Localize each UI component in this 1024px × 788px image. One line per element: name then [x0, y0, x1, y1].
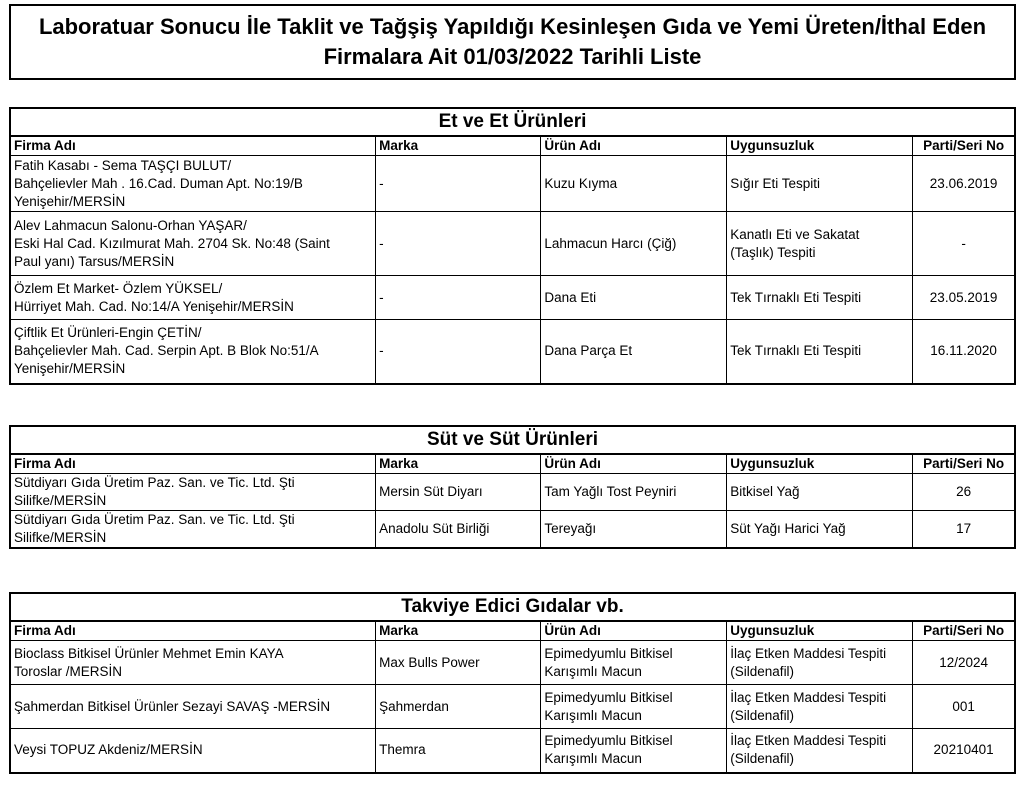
section-table [9, 107, 1016, 385]
column-header: Parti/Seri No [913, 454, 1015, 474]
cell-marka: - [376, 156, 541, 212]
cell-line: Yenişehir/MERSİN [14, 361, 126, 377]
cell-line: Kuzu Kıyma [544, 175, 618, 191]
cell-uygunsuzluk [727, 320, 913, 384]
cell-line: Şahmerdan Bitkisel Ürünler Sezayi SAVAŞ -MERSİN [14, 698, 331, 714]
cell-uygunsuzluk [727, 511, 913, 549]
cell-line: Epimedyumlu Bitkisel [544, 689, 673, 705]
table-row [10, 641, 1015, 685]
cell-line: Karışımlı Macun [544, 707, 642, 723]
cell-urun [541, 641, 727, 685]
cell-marka: - [376, 212, 541, 276]
cell-line: Tek Tırnaklı Eti Tespiti [730, 343, 862, 359]
cell-marka: Max Bulls Power [376, 641, 541, 685]
cell-line: Karışımlı Macun [544, 663, 642, 679]
section-header-row [10, 108, 1015, 136]
cell-firma [10, 641, 376, 685]
cell-marka: - [376, 276, 541, 320]
cell-parti: 001 [913, 685, 1015, 729]
cell-firma [10, 212, 376, 276]
cell-urun [541, 320, 727, 384]
column-header: Ürün Adı [541, 621, 727, 641]
section-header-row [10, 593, 1015, 621]
cell-uygunsuzluk [727, 212, 913, 276]
section-title: Et ve Et Ürünleri [10, 108, 1015, 136]
cell-urun [541, 511, 727, 549]
cell-line: Epimedyumlu Bitkisel [544, 645, 673, 661]
cell-line: (Sildenafil) [730, 751, 795, 767]
cell-marka: Mersin Süt Diyarı [376, 474, 541, 511]
cell-marka: Themra [376, 729, 541, 773]
column-header: Marka [376, 136, 541, 156]
table-row [10, 511, 1015, 549]
section-header-row [10, 426, 1015, 454]
cell-urun [541, 474, 727, 511]
cell-urun [541, 685, 727, 729]
cell-line: Toroslar /MERSİN [14, 663, 123, 679]
cell-uygunsuzluk [727, 641, 913, 685]
cell-line: Lahmacun Harcı (Çiğ) [544, 235, 677, 251]
cell-parti: - [913, 212, 1015, 276]
column-header: Ürün Adı [541, 136, 727, 156]
document-title: Laboratuar Sonucu İle Taklit ve Tağşiş Yapıldığı Kesinleşen Gıda ve Yemi Üreten/İthal Eden Firmalara Ait 01/03/2022 Tarihli Liste [38, 14, 987, 69]
table-row [10, 474, 1015, 511]
table-row [10, 276, 1015, 320]
cell-parti: 16.11.2020 [913, 320, 1015, 384]
cell-firma [10, 156, 376, 212]
cell-firma [10, 276, 376, 320]
cell-firma [10, 511, 376, 549]
table-row [10, 212, 1015, 276]
column-header: Firma Adı [10, 621, 376, 641]
cell-firma [10, 320, 376, 384]
cell-uygunsuzluk [727, 474, 913, 511]
column-header: Uygunsuzluk [727, 621, 913, 641]
cell-line: Epimedyumlu Bitkisel [544, 733, 673, 749]
cell-uygunsuzluk [727, 276, 913, 320]
column-header: Parti/Seri No [913, 621, 1015, 641]
cell-line: Kanatlı Eti ve Sakatat [730, 226, 860, 242]
cell-parti: 23.06.2019 [913, 156, 1015, 212]
column-header: Firma Adı [10, 136, 376, 156]
cell-line: Dana Parça Et [544, 343, 633, 359]
cell-line: Silifke/MERSİN [14, 493, 107, 508]
cell-line: Karışımlı Macun [544, 751, 642, 767]
column-header: Marka [376, 454, 541, 474]
cell-line: İlaç Etken Maddesi Tespiti [730, 689, 887, 705]
cell-line: Tek Tırnaklı Eti Tespiti [730, 289, 862, 305]
cell-line: Dana Eti [544, 289, 597, 305]
cell-line: Sığır Eti Tespiti [730, 175, 821, 191]
cell-line: Hürriyet Mah. Cad. No:14/A Yenişehir/MERSİN [14, 298, 294, 314]
section-title: Süt ve Süt Ürünleri [10, 426, 1015, 454]
cell-parti: 12/2024 [913, 641, 1015, 685]
section-table [9, 425, 1016, 549]
cell-parti: 17 [913, 511, 1015, 549]
cell-marka: Anadolu Süt Birliği [376, 511, 541, 549]
column-header-row [10, 454, 1015, 474]
section-table [9, 592, 1016, 774]
cell-uygunsuzluk [727, 156, 913, 212]
cell-line: Özlem Et Market- Özlem YÜKSEL/ [14, 280, 223, 296]
column-header: Marka [376, 621, 541, 641]
column-header: Uygunsuzluk [727, 454, 913, 474]
cell-line: Paul yanı) Tarsus/MERSİN [14, 253, 175, 269]
section-title: Takviye Edici Gıdalar vb. [10, 593, 1015, 621]
cell-parti: 26 [913, 474, 1015, 511]
cell-line: Bitkisel Yağ [730, 484, 800, 499]
column-header: Parti/Seri No [913, 136, 1015, 156]
cell-line: Bioclass Bitkisel Ürünler Mehmet Emin KAYA [14, 645, 284, 661]
column-header-row [10, 136, 1015, 156]
cell-line: Alev Lahmacun Salonu-Orhan YAŞAR/ [14, 217, 247, 233]
cell-urun [541, 729, 727, 773]
cell-urun [541, 276, 727, 320]
cell-line: Fatih Kasabı - Sema TAŞÇI BULUT/ [14, 157, 232, 173]
table-row [10, 320, 1015, 384]
table-row [10, 729, 1015, 773]
cell-line: Sütdiyarı Gıda Üretim Paz. San. ve Tic. Ltd. Şti [14, 512, 295, 527]
table-row [10, 685, 1015, 729]
column-header: Ürün Adı [541, 454, 727, 474]
cell-urun [541, 156, 727, 212]
cell-marka: Şahmerdan [376, 685, 541, 729]
cell-line: Süt Yağı Harici Yağ [730, 521, 846, 536]
table-row [10, 156, 1015, 212]
cell-line: Sütdiyarı Gıda Üretim Paz. San. ve Tic. Ltd. Şti [14, 475, 295, 490]
cell-line: (Sildenafil) [730, 663, 795, 679]
cell-line: Yenişehir/MERSİN [14, 193, 126, 209]
cell-firma [10, 685, 376, 729]
cell-line: İlaç Etken Maddesi Tespiti [730, 733, 887, 749]
cell-line: İlaç Etken Maddesi Tespiti [730, 645, 887, 661]
cell-line: Bahçelievler Mah . 16.Cad. Duman Apt. No:19/B [14, 175, 303, 191]
cell-line: Veysi TOPUZ Akdeniz/MERSİN [14, 742, 203, 758]
cell-uygunsuzluk [727, 685, 913, 729]
cell-line: Silifke/MERSİN [14, 530, 107, 545]
cell-parti: 23.05.2019 [913, 276, 1015, 320]
column-header-row [10, 621, 1015, 641]
cell-line: Eski Hal Cad. Kızılmurat Mah. 2704 Sk. No:48 (Saint [14, 235, 330, 251]
cell-line: Çiftlik Et Ürünleri-Engin ÇETİN/ [14, 325, 202, 341]
cell-urun [541, 212, 727, 276]
document-title-box [9, 4, 1016, 80]
cell-marka: - [376, 320, 541, 384]
column-header: Uygunsuzluk [727, 136, 913, 156]
cell-line: (Taşlık) Tespiti [730, 244, 816, 260]
cell-line: (Sildenafil) [730, 707, 795, 723]
cell-firma [10, 474, 376, 511]
cell-line: Tereyağı [544, 521, 597, 536]
cell-line: Tam Yağlı Tost Peyniri [544, 484, 677, 499]
column-header: Firma Adı [10, 454, 376, 474]
cell-parti: 20210401 [913, 729, 1015, 773]
cell-line: Bahçelievler Mah. Cad. Serpin Apt. B Blok No:51/A [14, 343, 319, 359]
cell-firma [10, 729, 376, 773]
cell-uygunsuzluk [727, 729, 913, 773]
